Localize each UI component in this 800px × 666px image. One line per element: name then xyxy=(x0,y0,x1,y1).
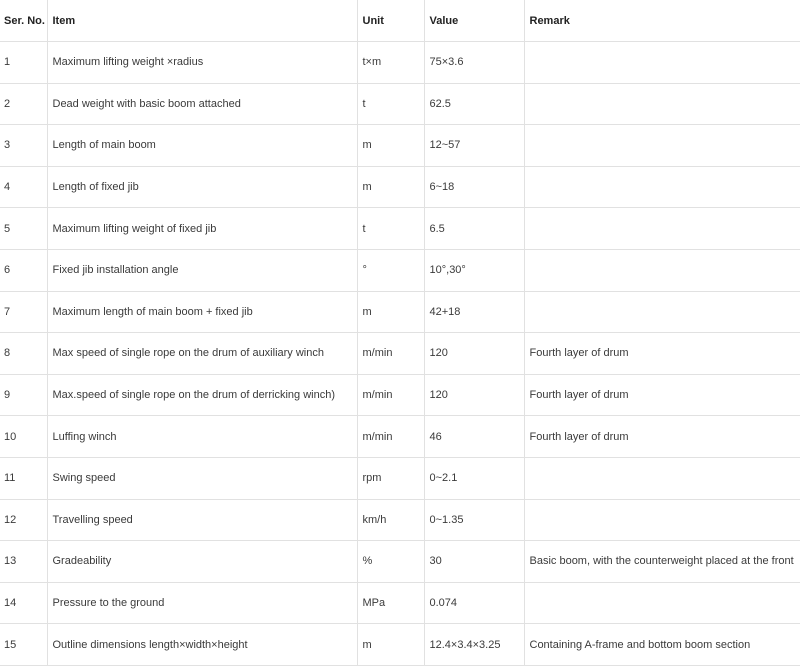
item-cell: Gradeability xyxy=(47,541,357,583)
value-cell: 120 xyxy=(424,374,524,416)
table-header xyxy=(0,0,800,42)
item-cell: Pressure to the ground xyxy=(47,582,357,624)
header-value: Value xyxy=(424,0,524,42)
ser-no-cell: 5 xyxy=(0,208,47,250)
item-cell: Max speed of single rope on the drum of auxiliary winch xyxy=(47,333,357,375)
remark-cell xyxy=(524,42,800,84)
table-row xyxy=(0,166,800,208)
value-cell: 12~57 xyxy=(424,125,524,167)
item-cell: Length of main boom xyxy=(47,125,357,167)
unit-cell: % xyxy=(357,541,424,583)
ser-no-cell: 6 xyxy=(0,249,47,291)
ser-no-cell: 1 xyxy=(0,42,47,84)
unit-cell: m/min xyxy=(357,416,424,458)
ser-no-cell: 3 xyxy=(0,125,47,167)
table-row xyxy=(0,624,800,666)
ser-no-cell: 15 xyxy=(0,624,47,666)
table-row xyxy=(0,333,800,375)
ser-no-cell: 2 xyxy=(0,83,47,125)
item-cell: Maximum lifting weight of fixed jib xyxy=(47,208,357,250)
remark-cell xyxy=(524,457,800,499)
table-row xyxy=(0,83,800,125)
value-cell: 0~1.35 xyxy=(424,499,524,541)
unit-cell: km/h xyxy=(357,499,424,541)
header-item: Item xyxy=(47,0,357,42)
ser-no-cell: 11 xyxy=(0,457,47,499)
ser-no-cell: 4 xyxy=(0,166,47,208)
header-unit: Unit xyxy=(357,0,424,42)
value-cell: 6~18 xyxy=(424,166,524,208)
item-cell: Outline dimensions length×width×height xyxy=(47,624,357,666)
remark-cell: Fourth layer of drum xyxy=(524,374,800,416)
remark-cell xyxy=(524,291,800,333)
unit-cell: m/min xyxy=(357,333,424,375)
item-cell: Max.speed of single rope on the drum of derricking winch) xyxy=(47,374,357,416)
value-cell: 0.074 xyxy=(424,582,524,624)
remark-cell xyxy=(524,166,800,208)
unit-cell: t×m xyxy=(357,42,424,84)
table-row xyxy=(0,125,800,167)
table-row xyxy=(0,249,800,291)
table-row xyxy=(0,499,800,541)
remark-cell xyxy=(524,249,800,291)
table-row xyxy=(0,374,800,416)
table-row xyxy=(0,582,800,624)
remark-cell xyxy=(524,582,800,624)
item-cell: Maximum lifting weight ×radius xyxy=(47,42,357,84)
value-cell: 12.4×3.4×3.25 xyxy=(424,624,524,666)
ser-no-cell: 7 xyxy=(0,291,47,333)
ser-no-cell: 9 xyxy=(0,374,47,416)
unit-cell: t xyxy=(357,208,424,250)
remark-cell: Fourth layer of drum xyxy=(524,333,800,375)
value-cell: 30 xyxy=(424,541,524,583)
value-cell: 0~2.1 xyxy=(424,457,524,499)
unit-cell: m/min xyxy=(357,374,424,416)
unit-cell: m xyxy=(357,624,424,666)
value-cell: 120 xyxy=(424,333,524,375)
unit-cell: t xyxy=(357,83,424,125)
ser-no-cell: 14 xyxy=(0,582,47,624)
header-ser-no: Ser. No. xyxy=(0,0,47,42)
table-row xyxy=(0,541,800,583)
unit-cell: ° xyxy=(357,249,424,291)
value-cell: 62.5 xyxy=(424,83,524,125)
table-row xyxy=(0,42,800,84)
unit-cell: MPa xyxy=(357,582,424,624)
item-cell: Swing speed xyxy=(47,457,357,499)
ser-no-cell: 13 xyxy=(0,541,47,583)
item-cell: Length of fixed jib xyxy=(47,166,357,208)
unit-cell: m xyxy=(357,125,424,167)
unit-cell: m xyxy=(357,291,424,333)
value-cell: 10°,30° xyxy=(424,249,524,291)
remark-cell: Fourth layer of drum xyxy=(524,416,800,458)
value-cell: 46 xyxy=(424,416,524,458)
item-cell: Fixed jib installation angle xyxy=(47,249,357,291)
unit-cell: m xyxy=(357,166,424,208)
table-row xyxy=(0,291,800,333)
unit-cell: rpm xyxy=(357,457,424,499)
table-body xyxy=(0,42,800,666)
header-remark: Remark xyxy=(524,0,800,42)
remark-cell xyxy=(524,83,800,125)
remark-cell xyxy=(524,208,800,250)
value-cell: 75×3.6 xyxy=(424,42,524,84)
ser-no-cell: 8 xyxy=(0,333,47,375)
table-row xyxy=(0,416,800,458)
item-cell: Luffing winch xyxy=(47,416,357,458)
value-cell: 42+18 xyxy=(424,291,524,333)
remark-cell: Containing A-frame and bottom boom section xyxy=(524,624,800,666)
table-row xyxy=(0,457,800,499)
remark-cell xyxy=(524,125,800,167)
item-cell: Dead weight with basic boom attached xyxy=(47,83,357,125)
remark-cell xyxy=(524,499,800,541)
item-cell: Travelling speed xyxy=(47,499,357,541)
value-cell: 6.5 xyxy=(424,208,524,250)
item-cell: Maximum length of main boom + fixed jib xyxy=(47,291,357,333)
ser-no-cell: 10 xyxy=(0,416,47,458)
table-row xyxy=(0,208,800,250)
ser-no-cell: 12 xyxy=(0,499,47,541)
header-row xyxy=(0,0,800,42)
remark-cell: Basic boom, with the counterweight placed at the front xyxy=(524,541,800,583)
